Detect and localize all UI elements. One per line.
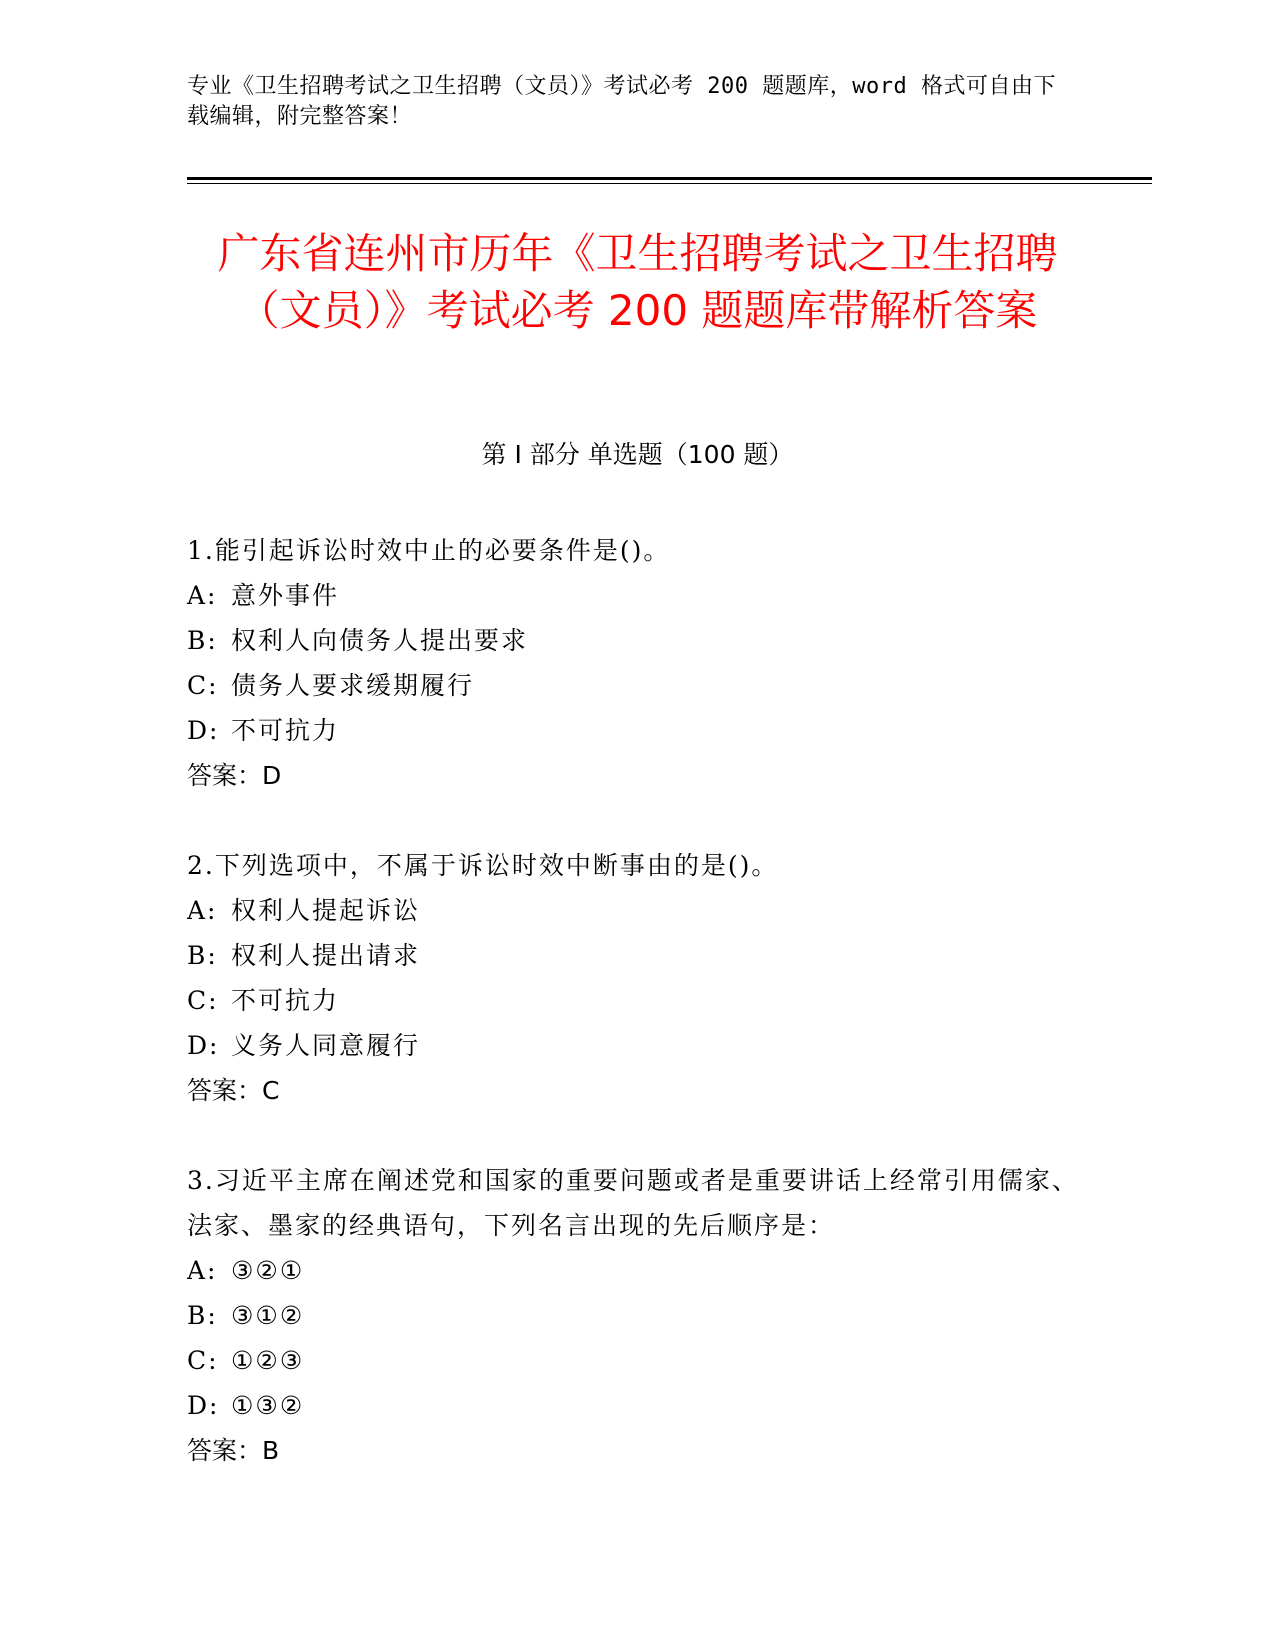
answer-line: 答案：D [187,761,282,790]
option-label: D: [187,1031,220,1060]
option-label: B: [187,1301,218,1330]
header-rule-thick [187,177,1152,180]
question-item [187,528,1087,798]
option-text: 债务人要求缓期履行 [231,671,475,700]
question-item [187,1158,1087,1473]
question-item [187,843,1087,1113]
answer-line: 答案：B [187,1436,280,1465]
option-label: C: [187,1346,219,1375]
option-label: D: [187,716,220,745]
header-rule-thin [187,183,1152,184]
option-text: 义务人同意履行 [231,1031,421,1060]
option-label: B: [187,626,218,655]
option-d [187,1383,1087,1428]
option-text: 不可抗力 [231,716,340,745]
option-text: 意外事件 [231,581,340,610]
option-c [187,1338,1087,1383]
option-c [187,663,1087,708]
option-a [187,1248,1087,1293]
option-label: C: [187,671,219,700]
option-label: B: [187,941,218,970]
option-text: ③①② [231,1301,305,1330]
option-b [187,618,1087,663]
header-note: 专业《卫生招聘考试之卫生招聘（文员）》考试必考 200 题题库，word 格式可自由下载编辑，附完整答案！ [187,74,1056,129]
option-a [187,573,1087,618]
option-label: A: [187,581,218,610]
option-label: A: [187,1256,218,1285]
document-title: 广东省连州市历年《卫生招聘考试之卫生招聘（文员）》考试必考 200 题题库带解析答案 [217,229,1058,335]
option-d [187,1023,1087,1068]
option-text: 不可抗力 [231,986,340,1015]
section-title: 第 I 部分 单选题（100 题） [481,440,794,469]
option-text: 权利人提出请求 [231,941,421,970]
option-label: A: [187,896,218,925]
option-label: C: [187,986,219,1015]
answer-line: 答案：C [187,1076,280,1105]
option-text: ①②③ [231,1346,305,1375]
question-stem: 2.下列选项中，不属于诉讼时效中断事由的是()。 [187,851,779,880]
option-text: 权利人向债务人提出要求 [231,626,529,655]
question-list [187,528,1087,1518]
option-text: ①③② [231,1391,305,1420]
option-a [187,888,1087,933]
option-b [187,1293,1087,1338]
option-d [187,708,1087,753]
option-text: ③②① [231,1256,305,1285]
question-stem: 3.习近平主席在阐述党和国家的重要问题或者是重要讲话上经常引用儒家、法家、墨家的经典语句，下列名言出现的先后顺序是： [187,1166,1079,1240]
option-b [187,933,1087,978]
option-label: D: [187,1391,220,1420]
option-c [187,978,1087,1023]
question-stem: 1.能引起诉讼时效中止的必要条件是()。 [187,536,671,565]
option-text: 权利人提起诉讼 [231,896,421,925]
